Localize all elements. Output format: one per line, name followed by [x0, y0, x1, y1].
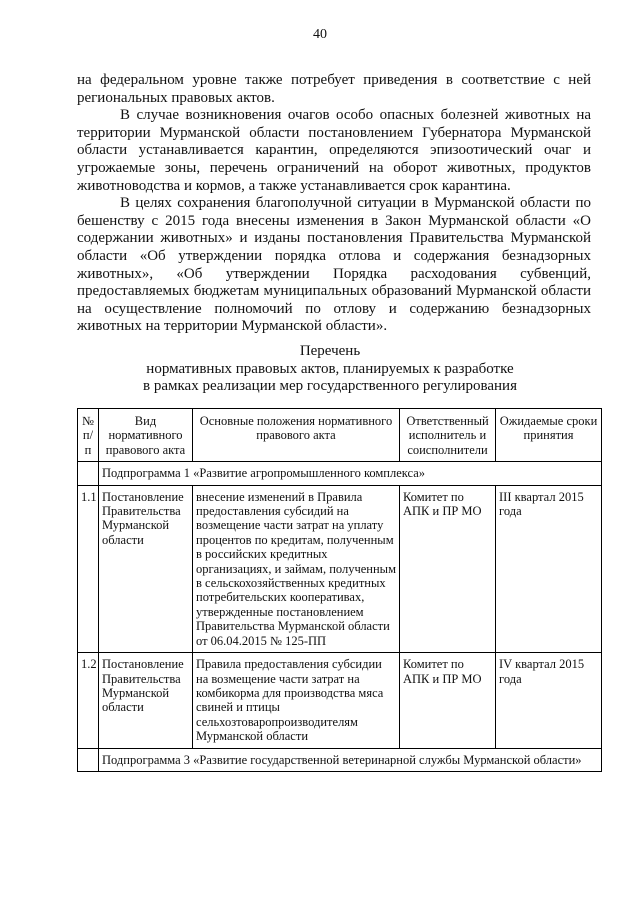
- row-provisions: внесение изменений в Правила предоставления субсидий на возмещение части затрат на уплату процентов по кредитам, полученным в российских кредитных организациях, и займам, полученным в сельскохозяйственных кредитных потребительских кооперативах, утвержденные постановлением Правительства Мурманской области от 06.04.2015 № 125-ПП: [193, 485, 400, 652]
- paragraph-rabies: В целях сохранения благополучной ситуации в Мурманской области по бешенству с 2015 года внесены изменения в Закон Мурманской области «О содержании животных» и изданы постановления Правительства Мурманской области «Об утверждении порядка отлова и содержания безнадзорных животных», «Об утверждении Порядка расходования субвенций, предоставляемых бюджетам муниципальных образований Мурманской области на осуществление полномочий по отлову и содержанию безнадзорных животных на территории Мурманской области».: [77, 195, 591, 335]
- table-header-row: [78, 409, 602, 462]
- table-row: [78, 485, 602, 652]
- paragraph-continuation: на федеральном уровне также потребует приведения в соответствие с ней региональных правовых актов.: [77, 72, 591, 106]
- list-title-line1: Перечень: [299, 343, 361, 359]
- row-deadline: IV квартал 2015 года: [496, 653, 602, 748]
- header-num: № п/п: [78, 409, 99, 462]
- row-num: 1.1: [78, 485, 99, 652]
- header-deadline: Ожидаемые сроки принятия: [496, 409, 602, 462]
- row-provisions: Правила предоставления субсидии на возмещение части затрат на комбикорма для производства мяса свиней и птицы сельхозтоваропроизводителям Мурманской области: [193, 653, 400, 748]
- list-title-line2: нормативных правовых актов, планируемых к разработке: [146, 360, 514, 377]
- page-number: 40: [313, 27, 327, 42]
- body-text: [77, 72, 591, 336]
- row-num: 1.2: [78, 653, 99, 748]
- acts-table: [77, 408, 602, 772]
- row-responsible: Комитет по АПК и ПР МО: [400, 653, 496, 748]
- header-provisions: Основные положения нормативного правового акта: [193, 409, 400, 462]
- table-row: [78, 653, 602, 748]
- paragraph-quarantine: В случае возникновения очагов особо опасных болезней животных на территории Мурманской области постановлением Губернатора Мурманской области устанавливается карантин, определяются эпизоотический очаг и угрожаемые зоны, перечень ограничений на оборот животных, продуктов животноводства и кормов, а также устанавливается срок карантина.: [77, 107, 591, 194]
- list-title: [0, 343, 640, 396]
- row-deadline: III квартал 2015 года: [496, 485, 602, 652]
- list-title-line3: в рамках реализации мер государственного регулирования: [143, 378, 517, 394]
- row-kind: Постановление Правительства Мурманской области: [99, 485, 193, 652]
- subprogram-row: [78, 462, 602, 485]
- subprogram-3-title: Подпрограмма 3 «Развитие государственной ветеринарной службы Мурманской области»: [99, 748, 602, 771]
- row-kind: Постановление Правительства Мурманской области: [99, 653, 193, 748]
- row-responsible: Комитет по АПК и ПР МО: [400, 485, 496, 652]
- subprogram-1-title: Подпрограмма 1 «Развитие агропромышленного комплекса»: [99, 462, 602, 485]
- header-kind: Вид нормативного правового акта: [99, 409, 193, 462]
- subprogram-row: [78, 748, 602, 771]
- header-responsible: Ответственный исполнитель и соисполнители: [400, 409, 496, 462]
